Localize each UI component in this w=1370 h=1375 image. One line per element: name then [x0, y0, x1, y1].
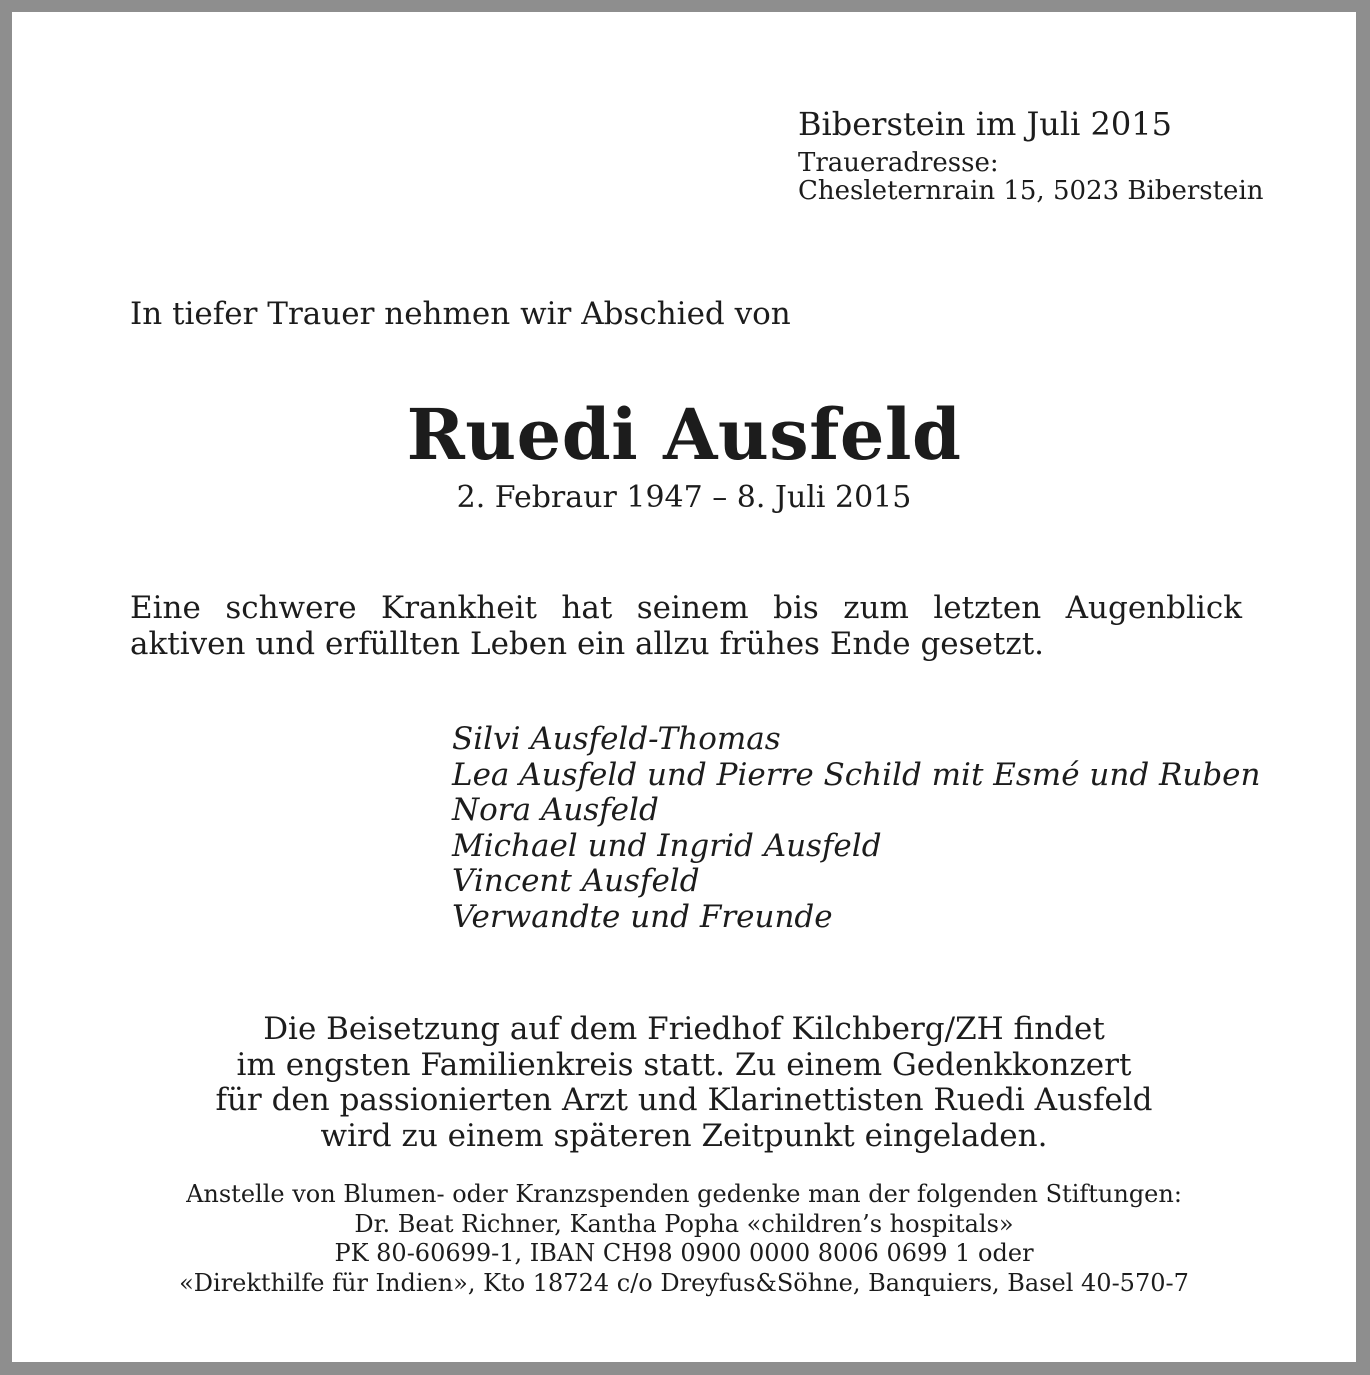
mourner-name: Michael und Ingrid Ausfeld	[452, 827, 882, 864]
intro-text: In tiefer Trauer nehmen wir Abschied von	[130, 296, 791, 332]
donation-line: Dr. Beat Richner, Kantha Popha «children’s hospitals»	[354, 1209, 1014, 1238]
mourner-name: Vincent Ausfeld	[452, 863, 700, 899]
address-label: Traueradresse:	[798, 148, 999, 178]
message-line-2: aktiven und erfüllten Leben ein allzu frühes Ende gesetzt.	[130, 626, 1045, 662]
donation-line: PK 80-60699-1, IBAN CH98 0900 0000 8006 0699 1 oder	[334, 1239, 1034, 1267]
mourner-name: Silvi Ausfeld-Thomas	[452, 721, 781, 757]
burial-line: für den passionierten Arzt und Klarinettisten Ruedi Ausfeld	[215, 1082, 1153, 1118]
obituary-page	[12, 12, 1356, 1362]
mourners-list	[452, 722, 1260, 935]
burial-notice	[12, 1012, 1356, 1154]
mourner-name: Nora Ausfeld	[452, 792, 659, 828]
mourner-name: Lea Ausfeld und Pierre Schild mit Esmé und Ruben	[452, 756, 1261, 793]
donation-line: Anstelle von Blumen- oder Kranzspenden gedenke man der folgenden Stiftungen:	[186, 1180, 1182, 1208]
message-line-1: Eine schwere Krankheit hat seinem bis zum letzten Augenblick	[130, 590, 1242, 626]
life-dates: 2. Febraur 1947 – 8. Juli 2015	[456, 480, 912, 515]
burial-line: wird zu einem späteren Zeitpunkt eingeladen.	[320, 1117, 1048, 1154]
donation-notice	[12, 1180, 1356, 1298]
place-date: Biberstein im Juli 2015	[798, 105, 1172, 143]
deceased-name: Ruedi Ausfeld	[406, 393, 962, 476]
mourning-address: Chesleternrain 15, 5023 Biberstein	[798, 176, 1264, 206]
donation-line: «Direkthilfe für Indien», Kto 18724 c/o Dreyfus&Söhne, Banquiers, Basel 40-570-7	[179, 1268, 1189, 1297]
burial-line: im engsten Familienkreis statt. Zu einem Gedenkkonzert	[236, 1046, 1132, 1083]
burial-line: Die Beisetzung auf dem Friedhof Kilchberg/ZH findet	[263, 1011, 1105, 1047]
mourner-name: Verwandte und Freunde	[452, 898, 833, 935]
